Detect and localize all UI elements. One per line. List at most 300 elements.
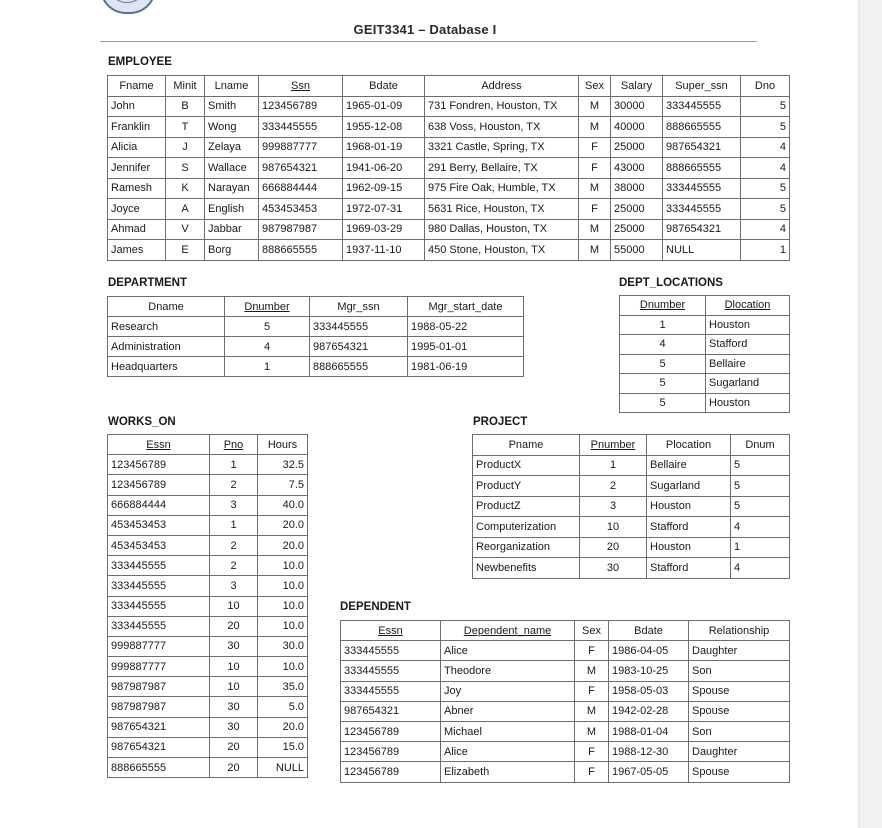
table-cell: 4: [225, 337, 310, 357]
table-cell: 333445555: [663, 199, 741, 220]
table-cell: 20: [210, 758, 258, 778]
table-cell: 123456789: [341, 742, 441, 762]
column-header-hours: Hours: [258, 435, 308, 455]
table-cell: 1969-03-29: [343, 219, 425, 240]
table-cell: Ahmad: [108, 219, 166, 240]
column-header-dnumber: Dnumber: [225, 297, 310, 317]
table-cell: 888665555: [310, 357, 408, 377]
table-cell: 4: [620, 335, 706, 355]
project-header-row: [473, 435, 790, 456]
table-cell: M: [579, 178, 611, 199]
logo-seal-ring: [110, 0, 144, 3]
project-label: PROJECT: [473, 416, 528, 428]
table-cell: Spouse: [689, 762, 790, 782]
table-cell: M: [579, 219, 611, 240]
column-header-essn: Essn: [341, 621, 441, 641]
table-cell: 1962-09-15: [343, 178, 425, 199]
table-cell: Alicia: [108, 137, 166, 158]
table-cell: 20.0: [258, 535, 308, 555]
table-cell: 123456789: [108, 455, 210, 475]
table-cell: 20.0: [258, 717, 308, 737]
table-row: [341, 661, 790, 681]
column-header-plocation: Plocation: [647, 435, 731, 456]
table-row: [341, 641, 790, 661]
table-cell: Houston: [647, 496, 731, 517]
table-cell: 333445555: [663, 96, 741, 117]
table-cell: 333445555: [310, 317, 408, 337]
works-on-header-row: [108, 435, 308, 455]
table-cell: 10.0: [258, 576, 308, 596]
table-cell: 5: [620, 354, 706, 374]
table-cell: 1986-04-05: [609, 641, 689, 661]
table-cell: Borg: [205, 240, 259, 261]
table-cell: 453453453: [108, 535, 210, 555]
table-row: [108, 475, 308, 495]
employee-label: EMPLOYEE: [108, 56, 172, 68]
table-cell: 7.5: [258, 475, 308, 495]
table-cell: 1: [210, 515, 258, 535]
table-cell: S: [166, 158, 205, 179]
title-divider: [100, 41, 757, 42]
table-cell: Stafford: [706, 335, 790, 355]
table-cell: 2: [210, 535, 258, 555]
table-cell: Daughter: [689, 742, 790, 762]
table-cell: Houston: [706, 393, 790, 413]
table-cell: 987987987: [108, 697, 210, 717]
project-table: [472, 434, 790, 579]
table-cell: M: [579, 96, 611, 117]
table-cell: 638 Voss, Houston, TX: [425, 117, 579, 138]
table-cell: A: [166, 199, 205, 220]
table-cell: 999887777: [108, 657, 210, 677]
table-row: [473, 558, 790, 579]
table-row: [108, 317, 524, 337]
table-cell: K: [166, 178, 205, 199]
table-cell: F: [575, 681, 609, 701]
table-cell: Ramesh: [108, 178, 166, 199]
table-cell: Daughter: [689, 641, 790, 661]
employee-header-row: [108, 76, 790, 97]
table-cell: 1: [620, 315, 706, 335]
table-cell: 4: [731, 558, 790, 579]
table-cell: 888665555: [663, 158, 741, 179]
column-header-mgr-ssn: Mgr_ssn: [310, 297, 408, 317]
table-cell: 987654321: [341, 701, 441, 721]
table-cell: 5: [741, 96, 790, 117]
table-cell: Computerization: [473, 517, 580, 538]
table-row: [473, 517, 790, 538]
table-cell: 1972-07-31: [343, 199, 425, 220]
table-cell: 987987987: [259, 219, 343, 240]
table-cell: 10: [210, 677, 258, 697]
table-cell: Stafford: [647, 517, 731, 538]
table-row: [473, 537, 790, 558]
table-cell: Abner: [441, 701, 575, 721]
table-cell: 15.0: [258, 737, 308, 757]
table-cell: 333445555: [341, 681, 441, 701]
table-cell: 2: [210, 475, 258, 495]
table-cell: Jabbar: [205, 219, 259, 240]
table-cell: 20: [210, 616, 258, 636]
table-cell: Michael: [441, 721, 575, 741]
table-row: [108, 576, 308, 596]
table-cell: 1941-06-20: [343, 158, 425, 179]
table-cell: 1995-01-01: [408, 337, 524, 357]
table-cell: Houston: [647, 537, 731, 558]
table-cell: 30: [210, 697, 258, 717]
table-cell: Newbenefits: [473, 558, 580, 579]
table-row: [341, 701, 790, 721]
table-cell: 987654321: [663, 137, 741, 158]
table-cell: 333445555: [341, 641, 441, 661]
table-cell: 731 Fondren, Houston, TX: [425, 96, 579, 117]
table-cell: 666884444: [108, 495, 210, 515]
table-row: [108, 535, 308, 555]
table-cell: Reorganization: [473, 537, 580, 558]
table-cell: J: [166, 137, 205, 158]
table-cell: 5: [741, 178, 790, 199]
table-cell: Franklin: [108, 117, 166, 138]
table-cell: 333445555: [341, 661, 441, 681]
table-cell: 3: [210, 495, 258, 515]
table-cell: 999887777: [259, 137, 343, 158]
table-row: [108, 178, 790, 199]
table-row: [108, 495, 308, 515]
table-cell: 888665555: [108, 758, 210, 778]
table-row: [108, 657, 308, 677]
table-cell: M: [575, 661, 609, 681]
table-cell: 1988-05-22: [408, 317, 524, 337]
table-row: [473, 455, 790, 476]
column-header-salary: Salary: [611, 76, 663, 97]
table-row: [620, 315, 790, 335]
table-cell: 30: [210, 636, 258, 656]
table-row: [108, 357, 524, 377]
column-header-essn: Essn: [108, 435, 210, 455]
table-cell: Alice: [441, 641, 575, 661]
table-cell: 5631 Rice, Houston, TX: [425, 199, 579, 220]
table-cell: M: [579, 240, 611, 261]
column-header-dependent-name: Dependent_name: [441, 621, 575, 641]
table-row: [108, 717, 308, 737]
table-cell: 999887777: [108, 636, 210, 656]
table-cell: F: [575, 742, 609, 762]
table-cell: F: [579, 158, 611, 179]
column-header-address: Address: [425, 76, 579, 97]
table-cell: 4: [741, 137, 790, 158]
table-cell: Wong: [205, 117, 259, 138]
table-cell: 20.0: [258, 515, 308, 535]
table-row: [108, 697, 308, 717]
table-row: [108, 515, 308, 535]
table-cell: 888665555: [663, 117, 741, 138]
table-cell: 123456789: [108, 475, 210, 495]
table-cell: 4: [741, 158, 790, 179]
table-cell: 1: [210, 455, 258, 475]
column-header-sex: Sex: [575, 621, 609, 641]
table-cell: 40.0: [258, 495, 308, 515]
table-cell: 5: [741, 117, 790, 138]
table-cell: 987654321: [310, 337, 408, 357]
table-cell: 25000: [611, 199, 663, 220]
table-row: [108, 758, 308, 778]
table-cell: 333445555: [108, 556, 210, 576]
table-cell: Spouse: [689, 681, 790, 701]
table-cell: 38000: [611, 178, 663, 199]
table-cell: 1: [731, 537, 790, 558]
table-cell: Sugarland: [647, 476, 731, 497]
table-cell: E: [166, 240, 205, 261]
table-row: [108, 96, 790, 117]
table-cell: 1937-11-10: [343, 240, 425, 261]
column-header-dname: Dname: [108, 297, 225, 317]
table-cell: Headquarters: [108, 357, 225, 377]
table-row: [341, 762, 790, 782]
table-cell: 450 Stone, Houston, TX: [425, 240, 579, 261]
table-cell: Alice: [441, 742, 575, 762]
table-cell: 123456789: [341, 762, 441, 782]
table-cell: 5.0: [258, 697, 308, 717]
table-cell: 453453453: [108, 515, 210, 535]
table-row: [341, 681, 790, 701]
table-cell: Theodore: [441, 661, 575, 681]
table-cell: John: [108, 96, 166, 117]
column-header-mgr-start-date: Mgr_start_date: [408, 297, 524, 317]
table-row: [620, 354, 790, 374]
department-header-row: [108, 297, 524, 317]
table-cell: Joy: [441, 681, 575, 701]
table-cell: 43000: [611, 158, 663, 179]
table-cell: Son: [689, 721, 790, 741]
table-cell: 123456789: [259, 96, 343, 117]
university-logo: [100, 0, 156, 14]
table-cell: Research: [108, 317, 225, 337]
table-row: [108, 596, 308, 616]
table-cell: Stafford: [647, 558, 731, 579]
table-cell: F: [579, 199, 611, 220]
table-cell: F: [579, 137, 611, 158]
table-cell: Bellaire: [647, 455, 731, 476]
table-cell: Spouse: [689, 701, 790, 721]
table-cell: English: [205, 199, 259, 220]
table-cell: 4: [741, 219, 790, 240]
column-header-ssn: Ssn: [259, 76, 343, 97]
column-header-dnum: Dnum: [731, 435, 790, 456]
table-cell: 5: [731, 496, 790, 517]
department-table: [107, 296, 524, 377]
table-cell: F: [575, 762, 609, 782]
table-cell: 30: [210, 717, 258, 737]
employee-table: [107, 75, 790, 261]
table-cell: Administration: [108, 337, 225, 357]
column-header-dnumber: Dnumber: [620, 296, 706, 316]
table-cell: Bellaire: [706, 354, 790, 374]
table-cell: 3321 Castle, Spring, TX: [425, 137, 579, 158]
dept-locations-table: [619, 295, 790, 413]
table-cell: 3: [210, 576, 258, 596]
department-label: DEPARTMENT: [108, 277, 188, 289]
table-cell: 1: [741, 240, 790, 261]
column-header-fname: Fname: [108, 76, 166, 97]
column-header-pnumber: Pnumber: [580, 435, 647, 456]
column-header-minit: Minit: [166, 76, 205, 97]
table-cell: Narayan: [205, 178, 259, 199]
works-on-label: WORKS_ON: [108, 416, 176, 428]
table-row: [341, 721, 790, 741]
table-cell: ProductY: [473, 476, 580, 497]
table-cell: Elizabeth: [441, 762, 575, 782]
table-cell: 10.0: [258, 596, 308, 616]
table-cell: Zelaya: [205, 137, 259, 158]
table-cell: 5: [620, 374, 706, 394]
column-header-bdate: Bdate: [343, 76, 425, 97]
table-row: [108, 337, 524, 357]
table-cell: 10.0: [258, 556, 308, 576]
table-row: [108, 219, 790, 240]
table-cell: 10: [210, 657, 258, 677]
table-cell: NULL: [258, 758, 308, 778]
table-cell: 975 Fire Oak, Humble, TX: [425, 178, 579, 199]
column-header-dlocation: Dlocation: [706, 296, 790, 316]
table-cell: V: [166, 219, 205, 240]
column-header-dno: Dno: [741, 76, 790, 97]
table-row: [108, 737, 308, 757]
table-cell: Houston: [706, 315, 790, 335]
table-cell: 333445555: [663, 178, 741, 199]
dept-locations-header-row: [620, 296, 790, 316]
table-cell: 5: [225, 317, 310, 337]
table-cell: 1: [225, 357, 310, 377]
table-cell: ProductZ: [473, 496, 580, 517]
table-row: [620, 393, 790, 413]
dependent-header-row: [341, 621, 790, 641]
table-cell: 987654321: [108, 737, 210, 757]
column-header-lname: Lname: [205, 76, 259, 97]
table-cell: 5: [620, 393, 706, 413]
table-cell: 1988-12-30: [609, 742, 689, 762]
table-cell: 55000: [611, 240, 663, 261]
table-row: [108, 137, 790, 158]
table-row: [108, 616, 308, 636]
table-row: [108, 158, 790, 179]
table-row: [620, 335, 790, 355]
table-cell: 25000: [611, 137, 663, 158]
table-cell: Sugarland: [706, 374, 790, 394]
table-row: [108, 455, 308, 475]
table-cell: B: [166, 96, 205, 117]
table-cell: 30: [580, 558, 647, 579]
table-cell: Son: [689, 661, 790, 681]
table-cell: NULL: [663, 240, 741, 261]
table-cell: 10: [580, 517, 647, 538]
table-cell: 2: [580, 476, 647, 497]
table-cell: 10.0: [258, 657, 308, 677]
table-cell: 4: [731, 517, 790, 538]
dependent-label: DEPENDENT: [340, 601, 411, 613]
table-cell: 1981-06-19: [408, 357, 524, 377]
table-row: [108, 636, 308, 656]
table-cell: 1: [580, 455, 647, 476]
table-row: [108, 117, 790, 138]
table-cell: 30.0: [258, 636, 308, 656]
table-cell: 1968-01-19: [343, 137, 425, 158]
table-cell: 987654321: [663, 219, 741, 240]
page-title: GEIT3341 – Database I: [353, 22, 497, 37]
table-cell: 888665555: [259, 240, 343, 261]
table-cell: 5: [741, 199, 790, 220]
table-row: [108, 240, 790, 261]
table-cell: 25000: [611, 219, 663, 240]
table-cell: 291 Berry, Bellaire, TX: [425, 158, 579, 179]
table-cell: Jennifer: [108, 158, 166, 179]
table-cell: 5: [731, 455, 790, 476]
table-cell: 10.0: [258, 616, 308, 636]
table-cell: 30000: [611, 96, 663, 117]
table-cell: 453453453: [259, 199, 343, 220]
table-cell: 666884444: [259, 178, 343, 199]
table-cell: 20: [580, 537, 647, 558]
table-cell: 333445555: [108, 616, 210, 636]
table-cell: M: [575, 701, 609, 721]
column-header-super-ssn: Super_ssn: [663, 76, 741, 97]
table-cell: Smith: [205, 96, 259, 117]
table-cell: 40000: [611, 117, 663, 138]
table-row: [620, 374, 790, 394]
table-cell: 333445555: [259, 117, 343, 138]
table-cell: 1955-12-08: [343, 117, 425, 138]
table-cell: M: [579, 117, 611, 138]
table-cell: 980 Dallas, Houston, TX: [425, 219, 579, 240]
table-cell: 3: [580, 496, 647, 517]
table-cell: 1942-02-28: [609, 701, 689, 721]
table-row: [108, 556, 308, 576]
dept-locations-label: DEPT_LOCATIONS: [619, 277, 723, 289]
scrollbar-track[interactable]: [858, 0, 882, 828]
table-cell: 32.5: [258, 455, 308, 475]
table-cell: 20: [210, 737, 258, 757]
table-row: [108, 199, 790, 220]
table-cell: 987654321: [259, 158, 343, 179]
column-header-bdate: Bdate: [609, 621, 689, 641]
works-on-table: [107, 434, 308, 778]
table-cell: 123456789: [341, 721, 441, 741]
table-cell: 333445555: [108, 576, 210, 596]
table-cell: 1967-05-05: [609, 762, 689, 782]
table-row: [473, 476, 790, 497]
table-cell: 5: [731, 476, 790, 497]
table-cell: 987987987: [108, 677, 210, 697]
table-cell: 987654321: [108, 717, 210, 737]
column-header-sex: Sex: [579, 76, 611, 97]
table-cell: 2: [210, 556, 258, 576]
dependent-table: [340, 620, 790, 783]
table-row: [108, 677, 308, 697]
table-cell: 333445555: [108, 596, 210, 616]
table-cell: James: [108, 240, 166, 261]
table-cell: Wallace: [205, 158, 259, 179]
table-cell: 10: [210, 596, 258, 616]
table-cell: 1988-01-04: [609, 721, 689, 741]
table-cell: T: [166, 117, 205, 138]
table-row: [473, 496, 790, 517]
table-cell: ProductX: [473, 455, 580, 476]
table-row: [341, 742, 790, 762]
table-cell: Joyce: [108, 199, 166, 220]
table-cell: 1965-01-09: [343, 96, 425, 117]
table-cell: 1958-05-03: [609, 681, 689, 701]
table-cell: M: [575, 721, 609, 741]
column-header-relationship: Relationship: [689, 621, 790, 641]
